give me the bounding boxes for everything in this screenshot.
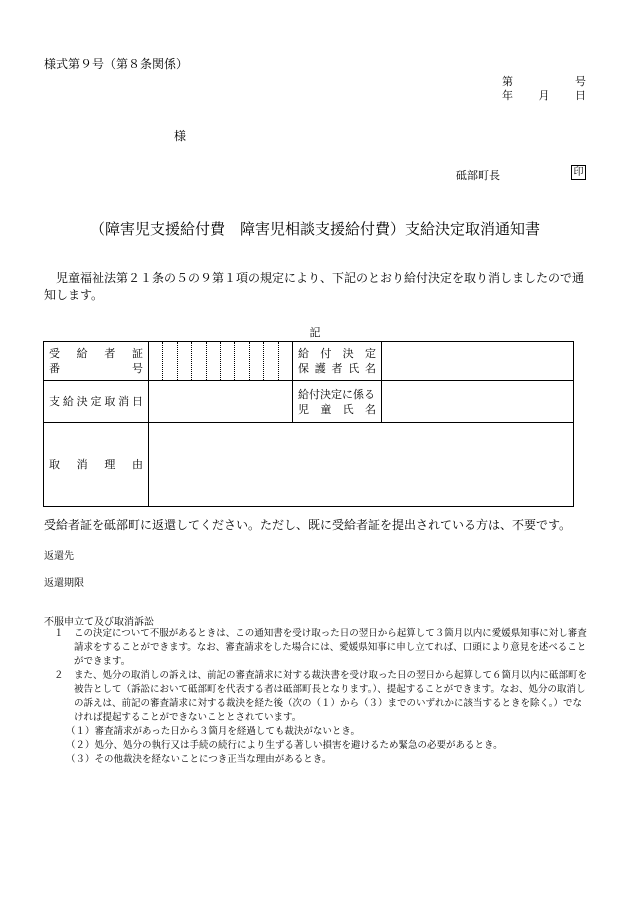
child-name-label: 給付決定に係る 児 童 氏 名 bbox=[293, 381, 382, 423]
return-due-label: 返還期限 bbox=[44, 578, 84, 589]
date-day: 日 bbox=[575, 89, 586, 102]
date-year: 年 bbox=[502, 89, 513, 102]
document-title: （障害児支援給付費 障害児相談支援給付費）支給決定取消通知書 bbox=[89, 220, 540, 238]
cert-digit-box bbox=[264, 342, 278, 380]
objection-sub-item: （３）その他裁決を経ないことにつき正当な理由があるとき。 bbox=[66, 754, 332, 765]
objection-sub-item: （２）処分、処分の執行又は手続の続行により生ずる著しい損害を避けるため緊急の必要があるとき。 bbox=[66, 740, 503, 751]
cert-number-label bbox=[44, 342, 149, 381]
reason-value[interactable] bbox=[149, 423, 574, 507]
reason-label: 取 消 理 由 bbox=[44, 423, 149, 507]
objection-sub-item: （１）審査請求があった日から３箇月を経過しても裁決がないとき。 bbox=[66, 726, 361, 737]
child-label-line-2: 児 童 氏 名 bbox=[298, 402, 376, 416]
number-dai: 第 bbox=[502, 75, 513, 88]
cert-digit-box bbox=[235, 342, 249, 380]
cert-digit-box bbox=[250, 342, 264, 380]
objection-list bbox=[44, 627, 590, 767]
cert-digit-box bbox=[192, 342, 206, 380]
cert-digit-box bbox=[207, 342, 221, 380]
table-row bbox=[44, 423, 574, 507]
number-go: 号 bbox=[575, 75, 586, 88]
guardian-name-label bbox=[293, 342, 382, 381]
guardian-name-value[interactable] bbox=[382, 342, 574, 381]
cert-digit-box bbox=[178, 342, 192, 380]
cert-digit-box bbox=[163, 342, 177, 380]
form-number: 様式第９号（第８条関係） bbox=[44, 57, 189, 71]
return-to-label: 返還先 bbox=[44, 551, 74, 562]
decision-table bbox=[43, 341, 574, 507]
guardian-label-line-1: 給 付 決 定 bbox=[298, 347, 376, 360]
objection-item: １ この決定について不服があるときは、この通知書を受け取った日の翌日から起算して３箇月以内に愛媛県知事に対し審査請求をすることができます。なお、審査請求をした場合には、愛媛県知事に申し立てれば、口頭により意見を述べることができます。 bbox=[54, 628, 587, 667]
issuer-mayor: 砥部町長 bbox=[456, 169, 500, 182]
child-name-value[interactable] bbox=[382, 381, 574, 423]
addressee-sama: 様 bbox=[174, 129, 187, 143]
return-notice: 受給者証を砥部町に返還してください。ただし、既に受給者証を提出されている方は、不要です。 bbox=[44, 518, 572, 532]
cert-digit-box bbox=[279, 342, 292, 380]
cert-digit-box bbox=[149, 342, 163, 380]
table-row bbox=[44, 342, 574, 381]
cert-digit-box bbox=[221, 342, 235, 380]
guardian-label-line-2: 保 護 者 氏 名 bbox=[298, 362, 376, 375]
cert-number-boxes[interactable] bbox=[149, 342, 293, 381]
objection-heading: 不服申立て及び取消訴訟 bbox=[44, 617, 154, 628]
body-text: 児童福祉法第２１条の５の９第１項の規定により、下記のとおり給付決定を取り消しましたので通知します。 bbox=[44, 271, 585, 302]
cancel-date-label: 支 給 決 定 取 消 日 bbox=[44, 381, 149, 423]
cancel-date-value[interactable] bbox=[149, 381, 293, 423]
table-row bbox=[44, 381, 574, 423]
objection-item: ２ また、処分の取消しの訴えは、前記の審査請求に対する裁決書を受け取った日の翌日から起算して６箇月以内に砥部町を被告として（訴訟において砥部町を代表する者は砥部町長となります。）、提起することができます。なお、処分の取消しの訴えは、前記の審査請求に対する裁決を経た後（次の（１）から（３）までのいずれかに該当するときを除く。）でなければ提起することができないこととされています。 bbox=[54, 670, 588, 723]
cert-label-line-1: 受 給 者 証 bbox=[49, 347, 143, 360]
date-line bbox=[502, 87, 586, 103]
date-month: 月 bbox=[538, 89, 550, 102]
cert-label-line-2: 番 号 bbox=[49, 362, 143, 375]
seal-mark: 印 bbox=[571, 165, 586, 180]
ki-mark: 記 bbox=[309, 326, 321, 339]
